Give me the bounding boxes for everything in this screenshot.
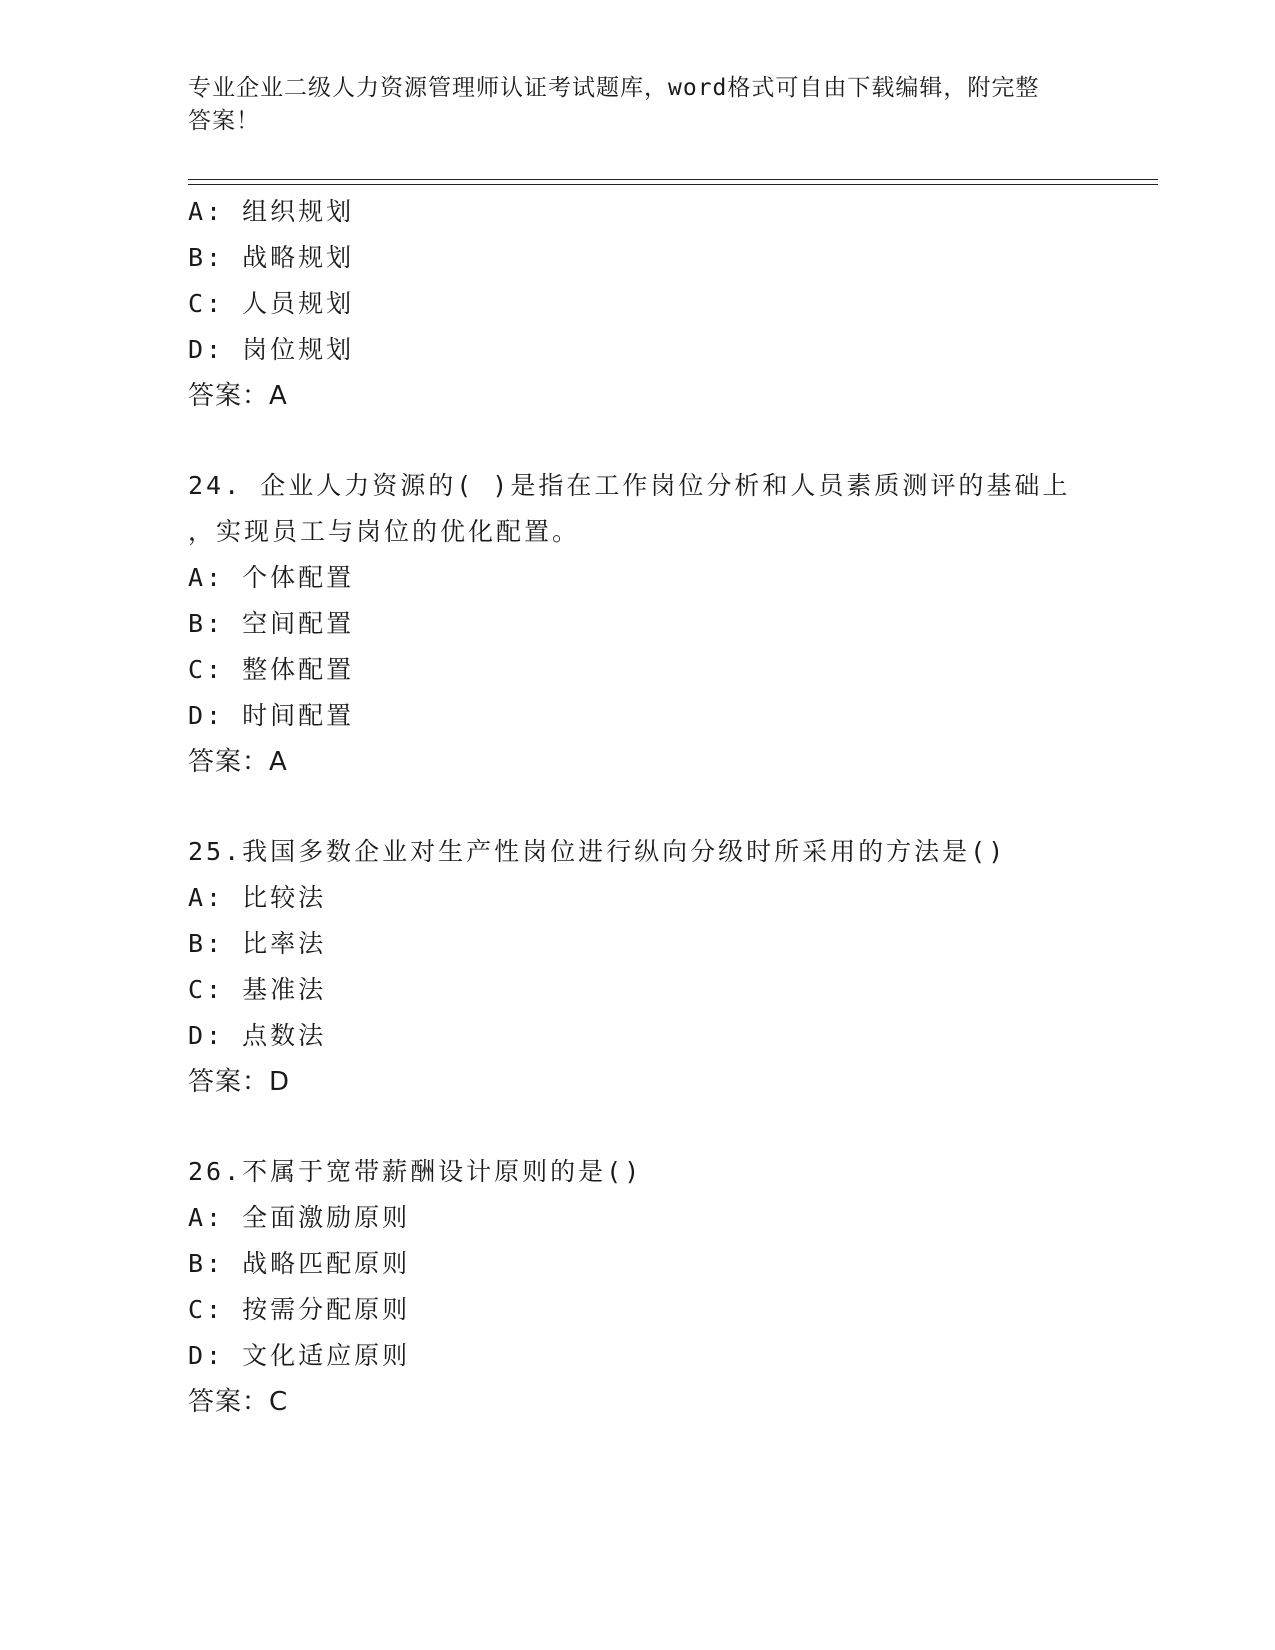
question-26	[188, 1149, 1088, 1425]
header-divider-bottom	[188, 184, 1158, 185]
option-b: B: 战略匹配原则	[188, 1249, 411, 1278]
question-stem: 24. 企业人力资源的( )是指在工作岗位分析和人员素质测评的基础上	[188, 471, 1071, 500]
question-25	[188, 829, 1088, 1105]
option-a: A: 组织规划	[188, 197, 355, 226]
answer-line: 答案：A	[188, 747, 288, 777]
option-c: C: 人员规划	[188, 289, 355, 318]
document-header	[188, 72, 1068, 138]
question-list	[188, 189, 1088, 1425]
option-a: A: 全面激励原则	[188, 1203, 411, 1232]
option-b: B: 空间配置	[188, 609, 355, 638]
option-d: D: 时间配置	[188, 701, 355, 730]
header-line-1: 专业企业二级人力资源管理师认证考试题库，word格式可自由下载编辑，附完整	[188, 75, 1040, 101]
answer-line: 答案：D	[188, 1067, 291, 1097]
question-stem: 26.不属于宽带薪酬设计原则的是()	[188, 1157, 643, 1186]
option-d: D: 文化适应原则	[188, 1341, 411, 1370]
option-a: A: 个体配置	[188, 563, 355, 592]
question-24	[188, 463, 1088, 785]
option-b: B: 战略规划	[188, 243, 355, 272]
option-c: C: 按需分配原则	[188, 1295, 411, 1324]
option-d: D: 点数法	[188, 1021, 327, 1050]
option-b: B: 比率法	[188, 929, 327, 958]
question-block-continued	[188, 189, 1088, 419]
option-a: A: 比较法	[188, 883, 327, 912]
option-d: D: 岗位规划	[188, 335, 355, 364]
option-c: C: 整体配置	[188, 655, 355, 684]
question-stem-continued: ，实现员工与岗位的优化配置。	[188, 517, 581, 546]
question-stem: 25.我国多数企业对生产性岗位进行纵向分级时所采用的方法是()	[188, 837, 1007, 866]
option-c: C: 基准法	[188, 975, 327, 1004]
answer-line: 答案：C	[188, 1387, 289, 1417]
answer-line: 答案：A	[188, 381, 288, 411]
header-line-2: 答案！	[188, 108, 260, 134]
header-divider-top	[188, 179, 1158, 180]
